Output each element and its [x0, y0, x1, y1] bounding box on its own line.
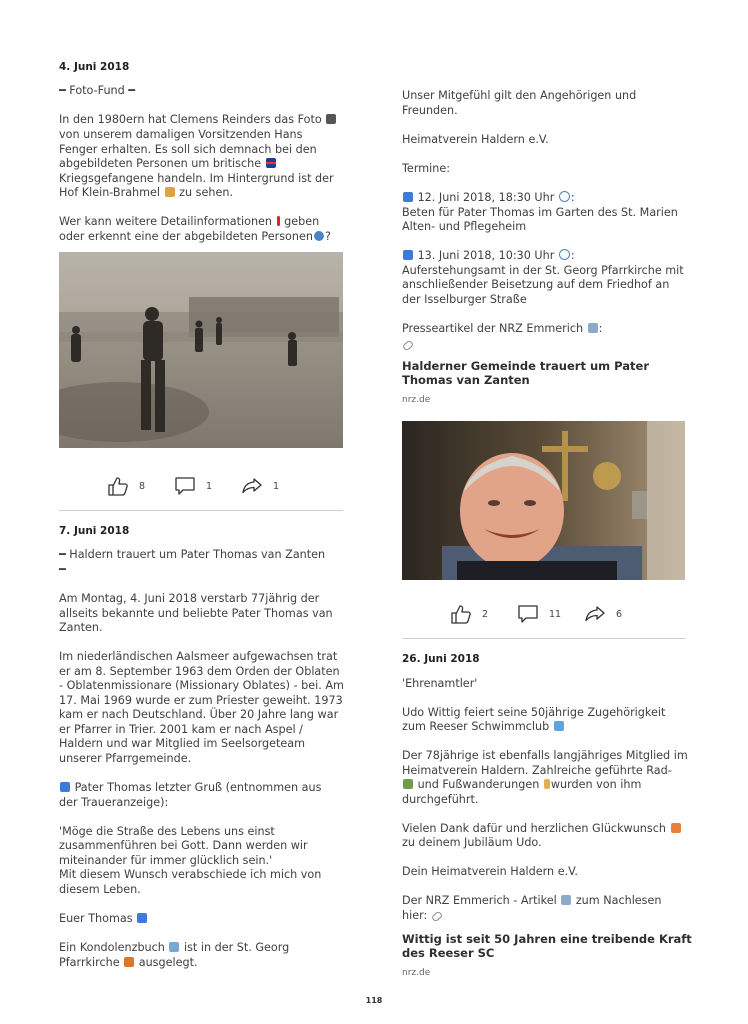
comment-count: 11 — [549, 608, 562, 620]
post-text: Pater Thomas letzter Gruß (entnommen aus — [59, 781, 345, 796]
post-text: Heimatverein Haldern. Zahlreiche geführte Rad- — [402, 764, 672, 777]
post-actions — [402, 602, 686, 626]
link-title[interactable]: Halderner Gemeinde trauert um Pater — [402, 359, 649, 373]
thumbs-up-icon — [450, 604, 472, 624]
post-text: allseits bekannte und beliebte Pater Thomas van — [59, 607, 333, 620]
post-text: Presseartikel der NRZ Emmerich : — [402, 322, 603, 335]
post-text: Alten- und Pflegeheim — [402, 220, 527, 233]
share-button[interactable] — [584, 602, 622, 626]
post-text: hier: — [402, 909, 688, 924]
page-number: 118 — [365, 996, 383, 1005]
post-text: abgebildeten Personen um britische — [59, 157, 345, 172]
post-text: Dein Heimatverein Haldern e.V. — [402, 865, 578, 878]
post-headline: ━ — [59, 563, 66, 576]
post-text: Der 78jährige ist ebenfalls langjähriges Mitglied im — [402, 749, 688, 762]
link-title[interactable]: Wittig ist seit 50 Jahren eine treibende Kraft — [402, 932, 692, 946]
post-text: zusammenführen bei Gott. Dann werden wir — [59, 839, 308, 852]
clock-icon — [559, 249, 570, 260]
exclamation-icon — [277, 216, 280, 226]
post-text: Freunden. — [402, 104, 458, 117]
post-text: er Pfarrer in Trier. 2001 kam er nach Aspel / — [59, 723, 303, 736]
post-text: Zanten. — [59, 621, 103, 634]
post-divider — [402, 638, 686, 639]
link-domain: nrz.de — [402, 395, 431, 405]
post-headline: ━ Haldern trauert um Pater Thomas van Zanten — [59, 548, 326, 561]
comment-button[interactable] — [174, 474, 212, 498]
post-text: Der NRZ Emmerich - Artikel zum Nachlesen — [402, 894, 662, 907]
historic-photo-image — [59, 252, 343, 448]
book-icon — [169, 942, 179, 952]
right-arrow-icon — [403, 250, 413, 260]
post-text: 17. Mai 1969 wurde er zum Priester geweiht. 1973 — [59, 694, 343, 707]
post-text: unserer Pfarrgemeinde. — [59, 752, 192, 765]
post-text: Beten für Pater Thomas im Garten des St. Marien — [402, 206, 678, 219]
bouquet-icon — [671, 823, 681, 833]
post-text: Fenger erhalten. Es soll sich demnach bei den — [59, 143, 317, 156]
post-text: Mit diesem Wunsch verabschiede ich mich von — [59, 868, 322, 881]
post-text: oder erkennt eine der abgebildeten Personen ? — [59, 230, 331, 243]
post-text: Haldern und war Mitglied im Seelsorgeteam — [59, 737, 306, 750]
post-text: der Traueranzeige): — [59, 796, 169, 809]
post-text: Kriegsgefangene handeln. Im Hintergrund ist der — [59, 172, 334, 185]
post-actions — [59, 474, 343, 498]
share-count: 6 — [616, 608, 623, 620]
post-text: Wer kann weitere Detailinformationen geben — [59, 215, 320, 228]
walker-icon — [544, 779, 550, 789]
cyclist-icon — [403, 779, 413, 789]
post-text: von unserem damaligen Vorsitzenden Hans — [59, 128, 303, 141]
post-text: 13. Juni 2018, 10:30 Uhr : — [402, 249, 688, 264]
post-text: Am Montag, 4. Juni 2018 verstarb 77jährig der — [59, 592, 320, 605]
post-text: In den 1980ern hat Clemens Reinders das Foto — [59, 113, 345, 128]
post-text: anschließender Beisetzung auf dem Friedhof an — [402, 278, 670, 291]
post-text: zum Reeser Schwimmclub — [402, 720, 688, 735]
swimmer-icon — [554, 721, 564, 731]
link-icon-line[interactable] — [402, 338, 688, 353]
post-text: Ein Kondolenzbuch ist in der St. Georg — [59, 941, 290, 954]
post-text: - Oblatenmissionare (Missionary Oblates) - bei. Am — [59, 679, 344, 692]
portrait-photo-image — [402, 421, 685, 580]
post-text: der Isselburger Straße — [402, 293, 527, 306]
play-arrow-icon — [60, 782, 70, 792]
post-text: er am 8. September 1963 dem Orden der Oblaten — [59, 665, 340, 678]
post-text: Pfarrkirche ausgelegt. — [59, 956, 198, 969]
post-text: Hof Klein-Brahmel zu sehen. — [59, 186, 234, 199]
back-arrow-icon — [137, 913, 147, 923]
clock-icon — [559, 191, 570, 202]
like-button[interactable] — [450, 602, 488, 626]
share-button[interactable] — [241, 474, 279, 498]
like-count: 2 — [482, 608, 489, 620]
post-date: 26. Juni 2018 — [402, 653, 480, 665]
share-count: 1 — [273, 480, 280, 492]
post-date: 7. Juni 2018 — [59, 525, 130, 537]
post-text: Termine: — [402, 162, 450, 175]
post-date: 4. Juni 2018 — [59, 61, 130, 73]
church-icon — [124, 957, 134, 967]
comment-icon — [517, 604, 539, 624]
post-text: 'Möge die Straße des Lebens uns einst — [59, 825, 275, 838]
newspaper-icon — [561, 895, 571, 905]
comment-button[interactable] — [517, 602, 561, 626]
post-text: Im niederländischen Aalsmeer aufgewachsen trat — [59, 650, 338, 663]
post-text: kam er nach Deutschland. Über 20 Jahre lang war — [59, 708, 339, 721]
like-button[interactable] — [107, 474, 145, 498]
post-text: Vielen Dank dafür und herzlichen Glückwunsch — [402, 822, 688, 837]
comment-icon — [174, 476, 196, 496]
post-text: Unser Mitgefühl gilt den Angehörigen und — [402, 89, 637, 102]
link-title[interactable]: des Reeser SC — [402, 946, 495, 960]
portrait-photo[interactable] — [402, 421, 685, 580]
post-text: diesem Leben. — [59, 883, 141, 896]
post-text: Heimatverein Haldern e.V. — [402, 133, 549, 146]
camera-icon — [326, 114, 336, 124]
house-icon — [165, 187, 175, 197]
uk-flag-icon — [266, 158, 276, 168]
right-arrow-icon — [403, 192, 413, 202]
post-text: Auferstehungsamt in der St. Georg Pfarrkirche mit — [402, 264, 684, 277]
link-title[interactable]: Thomas van Zanten — [402, 373, 530, 387]
post-text: Euer Thomas — [59, 912, 345, 927]
share-icon — [584, 604, 606, 624]
post-text: 12. Juni 2018, 18:30 Uhr : — [402, 191, 688, 206]
share-icon — [241, 476, 263, 496]
like-count: 8 — [139, 480, 146, 492]
post-divider — [59, 510, 343, 511]
link-icon — [402, 340, 414, 352]
link-icon[interactable] — [431, 911, 443, 923]
post-text: miteinander für immer glücklich sein.' — [59, 854, 273, 867]
post-text: durchgeführt. — [402, 793, 479, 806]
comment-count: 1 — [206, 480, 213, 492]
post-headline: 'Ehrenamtler' — [402, 677, 478, 690]
thumbs-up-icon — [107, 476, 129, 496]
post-text: Udo Wittig feiert seine 50jährige Zugehörigkeit — [402, 706, 666, 719]
historic-photo[interactable] — [59, 252, 343, 448]
post-text: und Fußwanderungen wurden von ihm — [402, 778, 688, 793]
post-text: zu deinem Jubiläum Udo. — [402, 836, 542, 849]
link-domain: nrz.de — [402, 968, 431, 978]
post-headline: ━ Foto-Fund ━ — [59, 84, 136, 97]
newspaper-icon — [588, 323, 598, 333]
people-icon — [314, 231, 324, 241]
